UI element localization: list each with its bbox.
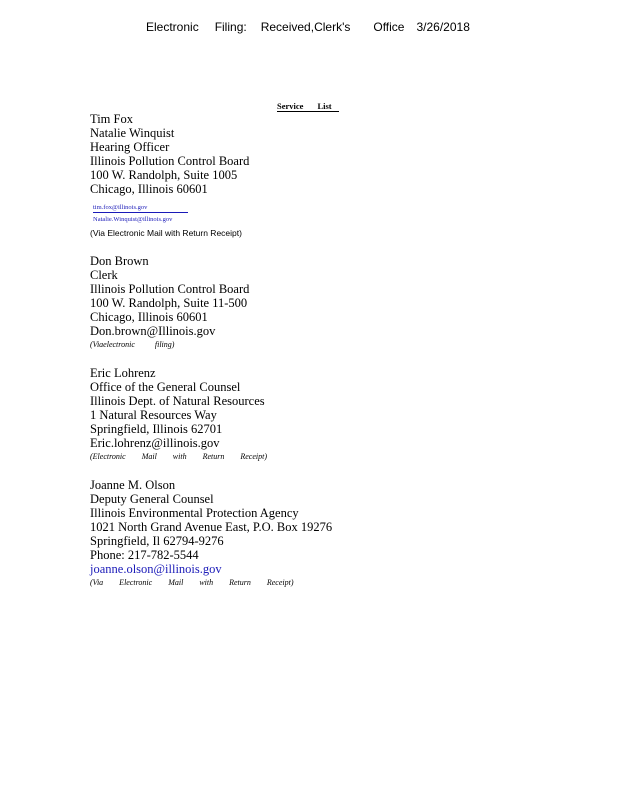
service-list bbox=[90, 112, 570, 604]
service-entry-olson bbox=[90, 478, 570, 590]
header-office: Office bbox=[373, 20, 405, 34]
header-received: Received,Clerk's bbox=[260, 20, 351, 34]
header-date: 3/26/2018 bbox=[416, 20, 470, 34]
entry-line: Don.brown@Illinois.gov bbox=[90, 324, 216, 338]
entry-line: Hearing Officer bbox=[90, 140, 170, 154]
service-entry-fox bbox=[90, 112, 570, 240]
entry-line: Chicago, Illinois 60601 bbox=[90, 310, 208, 324]
delivery-note: (Electronic Mail with Return Receipt) bbox=[90, 452, 267, 461]
service-entry-lohrenz bbox=[90, 366, 570, 464]
entry-line: Deputy General Counsel bbox=[90, 492, 214, 506]
header-electronic: Electronic bbox=[146, 20, 199, 34]
entry-line: Springfield, Il 62794-9276 bbox=[90, 534, 224, 548]
service-entry-brown bbox=[90, 254, 570, 352]
entry-line: Illinois Dept. of Natural Resources bbox=[90, 394, 265, 408]
entry-line: Tim Fox bbox=[90, 112, 133, 126]
entry-line: 1 Natural Resources Way bbox=[90, 408, 217, 422]
email-link[interactable]: joanne.olson@illinois.gov bbox=[90, 562, 222, 576]
entry-line: Phone: 217-782-5544 bbox=[90, 548, 199, 562]
entry-line: Springfield, Illinois 62701 bbox=[90, 422, 223, 436]
entry-line: Joanne M. Olson bbox=[90, 478, 176, 492]
entry-line: Chicago, Illinois 60601 bbox=[90, 182, 208, 196]
entry-line: Natalie Winquist bbox=[90, 126, 175, 140]
entry-line: Clerk bbox=[90, 268, 118, 282]
service-list-word-2: List bbox=[317, 101, 332, 111]
service-list-heading bbox=[277, 101, 339, 112]
entry-line: 100 W. Randolph, Suite 1005 bbox=[90, 168, 238, 182]
delivery-note: (Via Electronic Mail with Return Receipt) bbox=[90, 578, 294, 587]
entry-line: Eric.lohrenz@illinois.gov bbox=[90, 436, 220, 450]
electronic-filing-header bbox=[146, 20, 470, 34]
entry-line: Illinois Environmental Protection Agency bbox=[90, 506, 299, 520]
delivery-note: (Viaelectronic filing) bbox=[90, 340, 175, 349]
header-filing: Filing: bbox=[214, 20, 247, 34]
service-list-word-1: Service bbox=[277, 101, 304, 111]
entry-line: Don Brown bbox=[90, 254, 149, 268]
entry-line: 100 W. Randolph, Suite 11-500 bbox=[90, 296, 248, 310]
entry-line: Illinois Pollution Control Board bbox=[90, 282, 250, 296]
entry-line: Eric Lohrenz bbox=[90, 366, 156, 380]
entry-line: Office of the General Counsel bbox=[90, 380, 241, 394]
email-link[interactable]: Natalie.Winquist@illinois.gov bbox=[93, 216, 173, 223]
delivery-note: (Via Electronic Mail with Return Receipt) bbox=[90, 228, 242, 238]
entry-line: 1021 North Grand Avenue East, P.O. Box 19276 bbox=[90, 520, 333, 534]
entry-line: Illinois Pollution Control Board bbox=[90, 154, 250, 168]
email-link[interactable]: tim.fox@illinois.gov bbox=[93, 204, 188, 213]
